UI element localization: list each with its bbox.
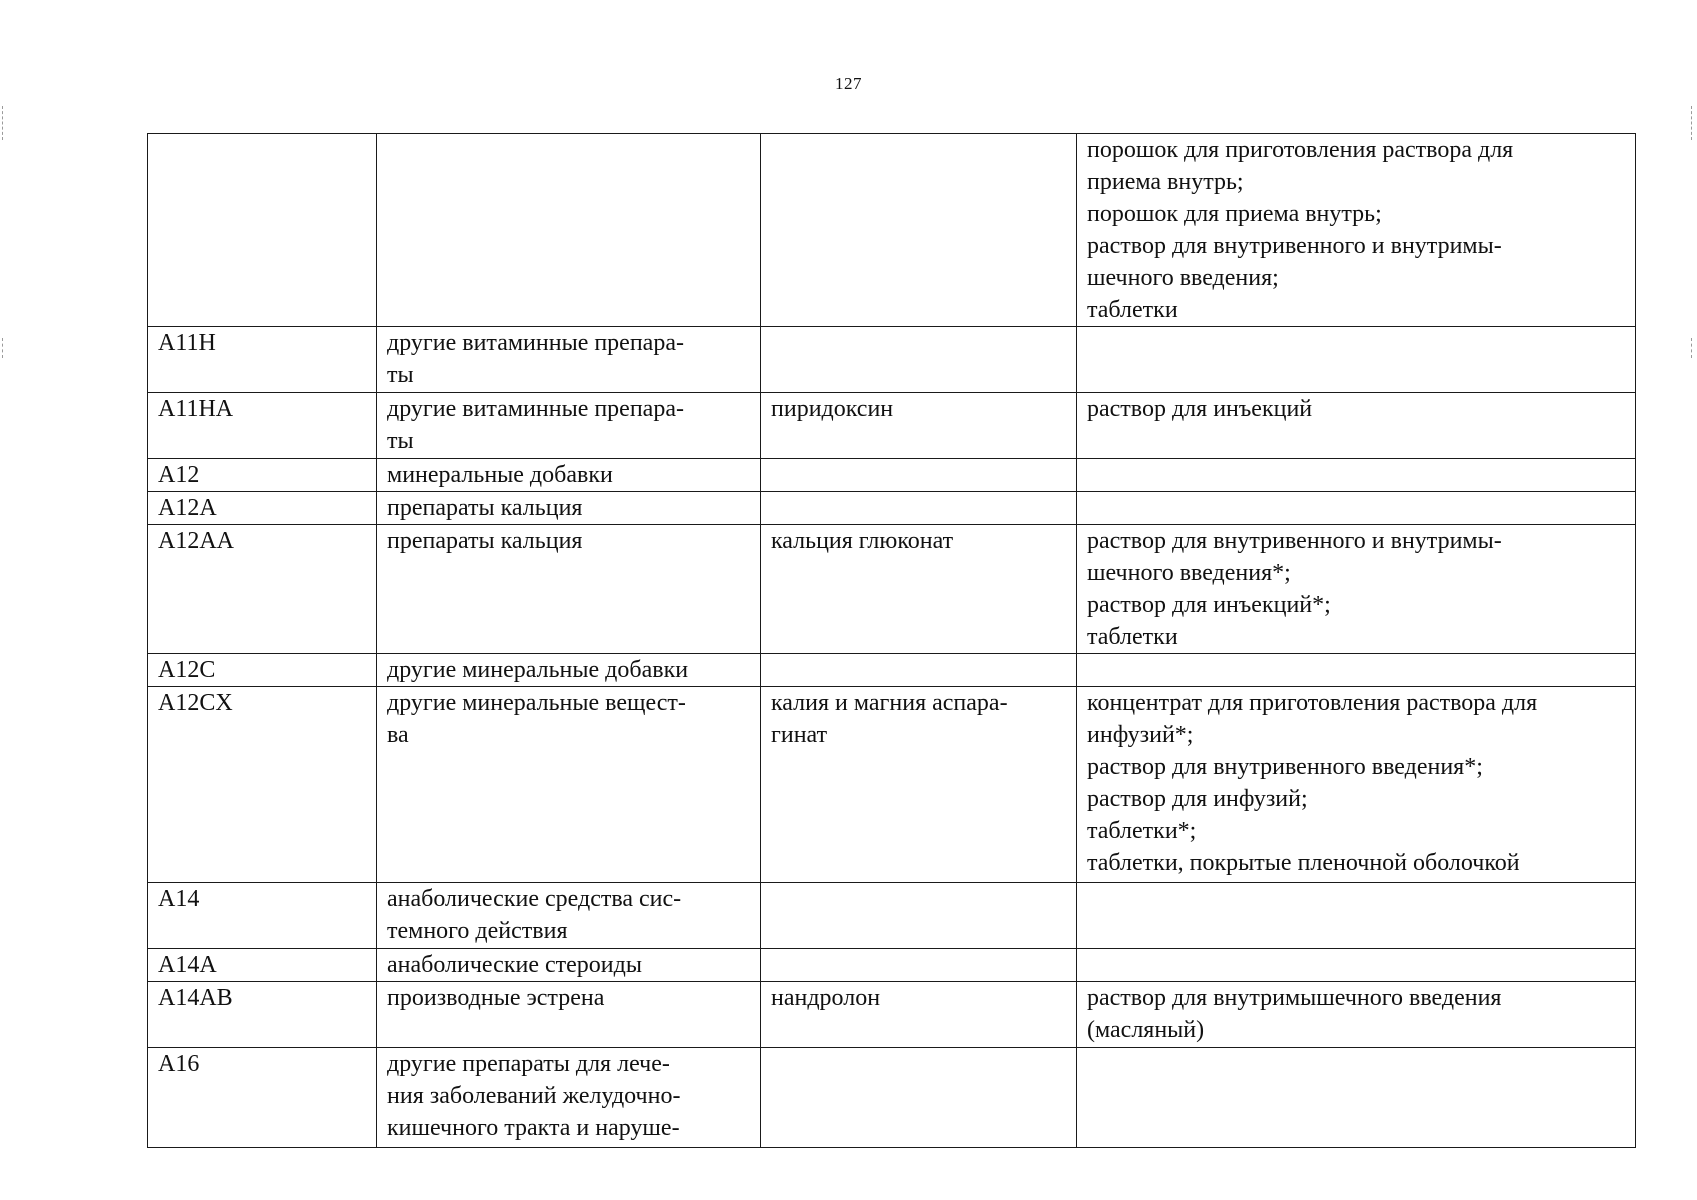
atc-group-cell: производные эстрена <box>377 982 761 1048</box>
table-row <box>148 1048 1636 1148</box>
dosage-form-cell: порошок для приготовления раствора для приема внутрь; порошок для приема внутрь; раствор для внутривенного и внутримы- шечного введения; таблетки <box>1077 134 1636 327</box>
atc-group-cell: анаболические средства сис- темного действия <box>377 883 761 949</box>
atc-group-cell <box>377 134 761 327</box>
table-row <box>148 687 1636 883</box>
dosage-form-cell <box>1077 492 1636 525</box>
atc-group-cell: другие витаминные препара- ты <box>377 327 761 393</box>
drug-list-table <box>147 133 1636 1148</box>
drug-name-cell: калия и магния аспара- гинат <box>761 687 1077 883</box>
atc-code-cell: A12A <box>148 492 377 525</box>
dosage-form-cell: концентрат для приготовления раствора для инфузий*; раствор для внутривенного введения*; раствор для инфузий; таблетки*; таблетки, покрытые пленочной оболочкой <box>1077 687 1636 883</box>
drug-name-cell <box>761 492 1077 525</box>
table-row <box>148 654 1636 687</box>
atc-code-cell: A11H <box>148 327 377 393</box>
atc-group-cell: другие минеральные вещест- ва <box>377 687 761 883</box>
drug-name-cell <box>761 327 1077 393</box>
table-row <box>148 327 1636 393</box>
drug-name-cell: кальция глюконат <box>761 525 1077 654</box>
atc-group-cell: препараты кальция <box>377 492 761 525</box>
table-row <box>148 883 1636 949</box>
atc-group-cell: анаболические стероиды <box>377 949 761 982</box>
atc-group-cell: другие витаминные препара- ты <box>377 393 761 459</box>
atc-code-cell: A16 <box>148 1048 377 1148</box>
table-row <box>148 393 1636 459</box>
drug-name-cell: пиридоксин <box>761 393 1077 459</box>
drug-name-cell <box>761 883 1077 949</box>
dosage-form-cell <box>1077 1048 1636 1148</box>
atc-code-cell: A14 <box>148 883 377 949</box>
scan-edge-mark-right-lower <box>1691 338 1694 358</box>
drug-name-cell: нандролон <box>761 982 1077 1048</box>
atc-group-cell: другие минеральные добавки <box>377 654 761 687</box>
table-row <box>148 525 1636 654</box>
drug-name-cell <box>761 1048 1077 1148</box>
atc-code-cell: A12 <box>148 459 377 492</box>
table-row <box>148 492 1636 525</box>
table-row <box>148 982 1636 1048</box>
atc-group-cell: препараты кальция <box>377 525 761 654</box>
atc-code-cell <box>148 134 377 327</box>
dosage-form-cell: раствор для внутримышечного введения (масляный) <box>1077 982 1636 1048</box>
atc-code-cell: A14AB <box>148 982 377 1048</box>
atc-code-cell: A14A <box>148 949 377 982</box>
dosage-form-cell <box>1077 949 1636 982</box>
dosage-form-cell <box>1077 883 1636 949</box>
dosage-form-cell: раствор для внутривенного и внутримы- шечного введения*; раствор для инъекций*; таблетки <box>1077 525 1636 654</box>
scan-edge-mark-right <box>1691 106 1694 140</box>
drug-name-cell <box>761 459 1077 492</box>
drug-name-cell <box>761 949 1077 982</box>
table-row <box>148 459 1636 492</box>
atc-code-cell: A12AA <box>148 525 377 654</box>
atc-code-cell: A12CX <box>148 687 377 883</box>
drug-name-cell <box>761 654 1077 687</box>
drug-name-cell <box>761 134 1077 327</box>
page-number: 127 <box>835 74 862 93</box>
atc-group-cell: другие препараты для лече- ния заболеваний желудочно- кишечного тракта и наруше- <box>377 1048 761 1148</box>
dosage-form-cell <box>1077 327 1636 393</box>
dosage-form-cell <box>1077 654 1636 687</box>
table-row <box>148 134 1636 327</box>
scan-edge-mark-left <box>2 106 5 140</box>
atc-code-cell: A12C <box>148 654 377 687</box>
table-row <box>148 949 1636 982</box>
scan-edge-mark-left-lower <box>2 338 5 358</box>
atc-group-cell: минеральные добавки <box>377 459 761 492</box>
dosage-form-cell: раствор для инъекций <box>1077 393 1636 459</box>
dosage-form-cell <box>1077 459 1636 492</box>
atc-code-cell: A11HA <box>148 393 377 459</box>
